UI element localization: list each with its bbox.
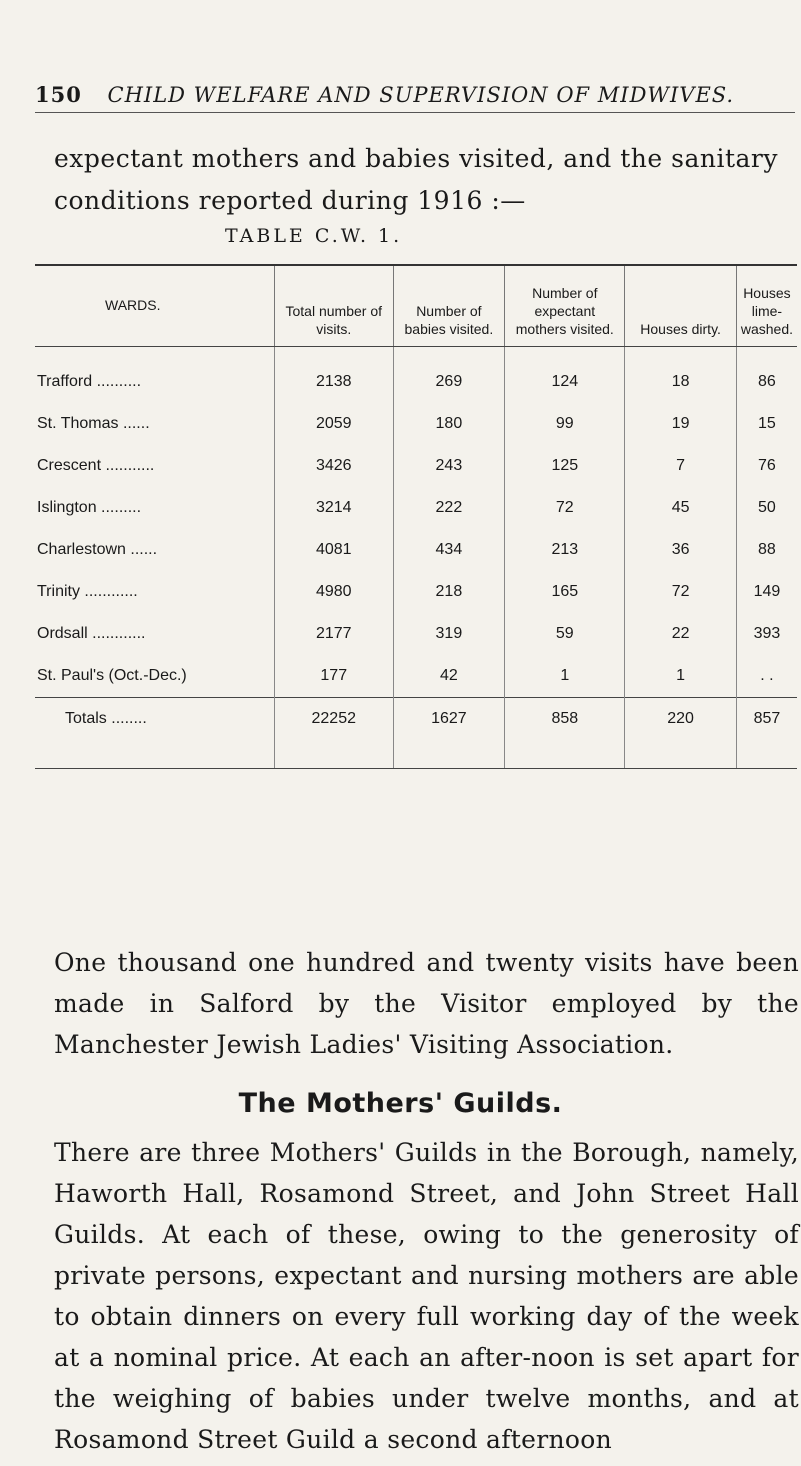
dirty-cell: 7: [625, 445, 737, 487]
mothers-cell: 124: [505, 347, 625, 404]
dirty-cell: 1: [625, 655, 737, 698]
paragraph-guilds: There are three Mothers' Guilds in the Borough, namely, Haworth Hall, Rosamond Street, and John Street Hall Guilds. At each of these, owing to the generosity of private persons, expectant and nursing mothers are able to obtain dinners on every full working day of the week at a nominal price. At each an after-noon is set apart for the weighing of babies under twelve months, and at Rosamond Street Guild a second afternoon: [54, 1138, 799, 1454]
babies-cell: 269: [393, 347, 505, 404]
running-header: [35, 82, 795, 107]
limewashed-cell: 88: [736, 529, 797, 571]
limewashed-cell: 50: [736, 487, 797, 529]
table-row: [35, 487, 797, 529]
visits-cell: 177: [275, 655, 394, 698]
total-limewashed: 857: [736, 698, 797, 769]
limewashed-cell: 15: [736, 403, 797, 445]
table-title-text: TABLE C.W. 1.: [225, 225, 403, 247]
mothers-cell: 165: [505, 571, 625, 613]
col-mothers: Number of expectant mothers visited.: [505, 265, 625, 347]
visits-cell: 4980: [275, 571, 394, 613]
babies-cell: 42: [393, 655, 505, 698]
ward-name: Charlestown ......: [37, 541, 158, 558]
ward-name: Islington .........: [37, 499, 142, 516]
table-row: [35, 403, 797, 445]
table-row: [35, 347, 797, 404]
mothers-cell: 99: [505, 403, 625, 445]
ward-name: Trafford ..........: [37, 373, 142, 390]
total-mothers: 858: [505, 698, 625, 769]
limewashed-cell: 76: [736, 445, 797, 487]
section-heading: The Mothers' Guilds.: [238, 1088, 563, 1119]
visits-cell: 2138: [275, 347, 394, 404]
babies-cell: 243: [393, 445, 505, 487]
ward-name: Trinity ............: [37, 583, 138, 600]
col-wards: WARDS.: [35, 265, 275, 347]
visits-cell: 3214: [275, 487, 394, 529]
babies-cell: 218: [393, 571, 505, 613]
dirty-cell: 19: [625, 403, 737, 445]
dirty-cell: 72: [625, 571, 737, 613]
babies-cell: 434: [393, 529, 505, 571]
table-row: [35, 445, 797, 487]
dirty-cell: 45: [625, 487, 737, 529]
table-row: [35, 613, 797, 655]
total-dirty: 220: [625, 698, 737, 769]
babies-cell: 319: [393, 613, 505, 655]
totals-label: Totals ........: [35, 698, 275, 769]
page-number: 150: [35, 82, 82, 107]
mothers-cell: 72: [505, 487, 625, 529]
limewashed-cell: 393: [736, 613, 797, 655]
visits-cell: 4081: [275, 529, 394, 571]
dirty-cell: 22: [625, 613, 737, 655]
visits-cell: 2177: [275, 613, 394, 655]
ward-name: St. Paul's (Oct.-Dec.): [37, 667, 187, 684]
total-visits: 22252: [275, 698, 394, 769]
dirty-cell: 36: [625, 529, 737, 571]
col-houses-dirty: Houses dirty.: [625, 265, 737, 347]
ward-name: St. Thomas ......: [37, 415, 150, 432]
mothers-cell: 1: [505, 655, 625, 698]
limewashed-cell: 149: [736, 571, 797, 613]
visits-cell: 2059: [275, 403, 394, 445]
col-total-visits: Total number of visits.: [275, 265, 394, 347]
babies-cell: 222: [393, 487, 505, 529]
paragraph-visitor: One thousand one hundred and twenty visits have been made in Salford by the Visitor employed by the Manchester Jewish Ladies' Visiting Association.: [54, 948, 799, 1059]
babies-cell: 180: [393, 403, 505, 445]
col-houses-limewashed: Houses lime-washed.: [736, 265, 797, 347]
ward-name: Ordsall ............: [37, 625, 146, 642]
ward-name: Crescent ...........: [37, 457, 155, 474]
total-babies: 1627: [393, 698, 505, 769]
limewashed-cell: 86: [736, 347, 797, 404]
mothers-cell: 125: [505, 445, 625, 487]
wards-table: [35, 264, 797, 769]
visits-cell: 3426: [275, 445, 394, 487]
totals-row: [35, 698, 797, 769]
table-row: [35, 655, 797, 698]
table-header-row: [35, 265, 797, 347]
dirty-cell: 18: [625, 347, 737, 404]
mothers-cell: 213: [505, 529, 625, 571]
mothers-cell: 59: [505, 613, 625, 655]
limewashed-cell: . .: [736, 655, 797, 698]
table-row: [35, 571, 797, 613]
intro-text: expectant mothers and babies visited, and the sanitary conditions reported during 1916 :—: [54, 144, 778, 215]
col-babies: Number of babies visited.: [393, 265, 505, 347]
table-row: [35, 529, 797, 571]
header-rule: [35, 112, 795, 113]
running-title: CHILD WELFARE AND SUPERVISION OF MIDWIVES.: [107, 83, 735, 107]
